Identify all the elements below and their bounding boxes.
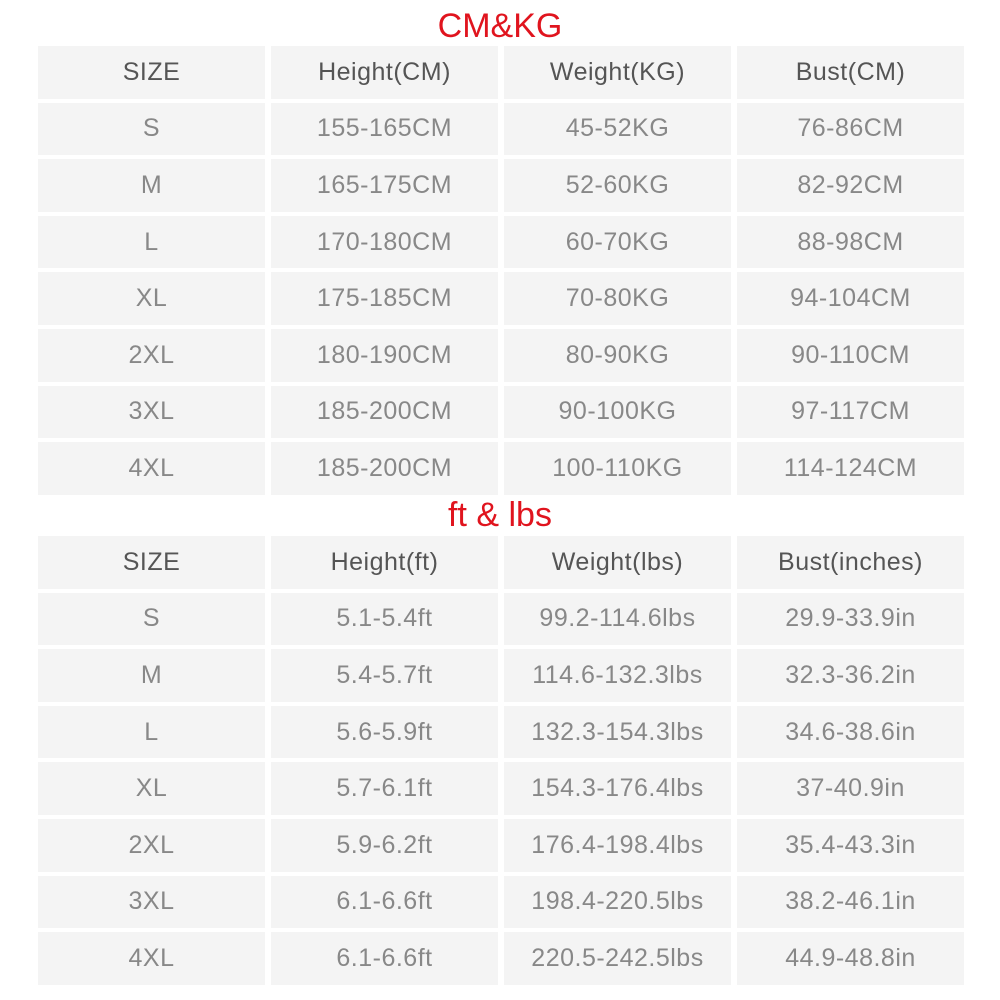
table-cell: 99.2-114.6lbs [504, 593, 731, 646]
column-header: Height(CM) [271, 46, 498, 99]
table-cell: 114-124CM [737, 442, 964, 495]
table-cell: 60-70KG [504, 216, 731, 269]
table-cell: 29.9-33.9in [737, 593, 964, 646]
table-cell: 5.9-6.2ft [271, 819, 498, 872]
table-cell: 180-190CM [271, 329, 498, 382]
table-cell: 97-117CM [737, 386, 964, 439]
column-header: SIZE [38, 536, 265, 589]
table-cell: 114.6-132.3lbs [504, 649, 731, 702]
size-label-cell: 4XL [38, 932, 265, 985]
table-cell: 185-200CM [271, 386, 498, 439]
metric-size-table [38, 46, 964, 495]
size-label-cell: 3XL [38, 876, 265, 929]
table-cell: 155-165CM [271, 103, 498, 156]
table-cell: 37-40.9in [737, 762, 964, 815]
table-cell: 154.3-176.4lbs [504, 762, 731, 815]
size-label-cell: 4XL [38, 442, 265, 495]
table-cell: 35.4-43.3in [737, 819, 964, 872]
size-label-cell: XL [38, 272, 265, 325]
column-header: Weight(KG) [504, 46, 731, 99]
table-cell: 52-60KG [504, 159, 731, 212]
table-cell: 175-185CM [271, 272, 498, 325]
size-label-cell: 3XL [38, 386, 265, 439]
table-cell: 76-86CM [737, 103, 964, 156]
table-cell: 6.1-6.6ft [271, 932, 498, 985]
table-cell: 185-200CM [271, 442, 498, 495]
column-header: Height(ft) [271, 536, 498, 589]
table-cell: 5.1-5.4ft [271, 593, 498, 646]
size-label-cell: M [38, 649, 265, 702]
table-cell: 45-52KG [504, 103, 731, 156]
table-cell: 170-180CM [271, 216, 498, 269]
size-label-cell: S [38, 593, 265, 646]
table-cell: 100-110KG [504, 442, 731, 495]
column-header: Bust(CM) [737, 46, 964, 99]
column-header: Bust(inches) [737, 536, 964, 589]
column-header: SIZE [38, 46, 265, 99]
table-cell: 5.6-5.9ft [271, 706, 498, 759]
table-cell: 5.7-6.1ft [271, 762, 498, 815]
table-cell: 165-175CM [271, 159, 498, 212]
table-cell: 34.6-38.6in [737, 706, 964, 759]
size-label-cell: XL [38, 762, 265, 815]
table-cell: 220.5-242.5lbs [504, 932, 731, 985]
table-cell: 132.3-154.3lbs [504, 706, 731, 759]
imperial-table-title: ft & lbs [448, 496, 552, 534]
imperial-size-table [38, 536, 964, 985]
size-label-cell: S [38, 103, 265, 156]
metric-table-title: CM&KG [437, 7, 563, 45]
size-label-cell: 2XL [38, 329, 265, 382]
table-cell: 70-80KG [504, 272, 731, 325]
table-cell: 176.4-198.4lbs [504, 819, 731, 872]
size-label-cell: L [38, 216, 265, 269]
table-cell: 5.4-5.7ft [271, 649, 498, 702]
table-cell: 88-98CM [737, 216, 964, 269]
column-header: Weight(lbs) [504, 536, 731, 589]
size-label-cell: M [38, 159, 265, 212]
table-cell: 32.3-36.2in [737, 649, 964, 702]
table-cell: 90-110CM [737, 329, 964, 382]
table-cell: 80-90KG [504, 329, 731, 382]
size-label-cell: 2XL [38, 819, 265, 872]
table-cell: 38.2-46.1in [737, 876, 964, 929]
table-cell: 44.9-48.8in [737, 932, 964, 985]
table-cell: 198.4-220.5lbs [504, 876, 731, 929]
table-cell: 94-104CM [737, 272, 964, 325]
table-cell: 6.1-6.6ft [271, 876, 498, 929]
table-cell: 82-92CM [737, 159, 964, 212]
size-label-cell: L [38, 706, 265, 759]
table-cell: 90-100KG [504, 386, 731, 439]
